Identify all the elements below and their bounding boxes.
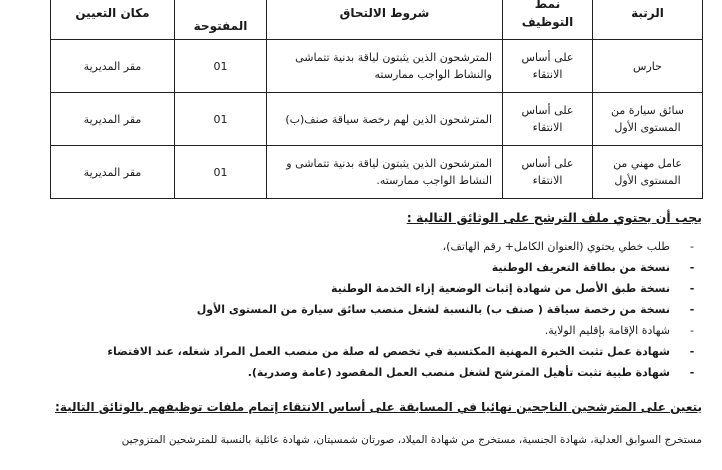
list-item (62, 341, 702, 362)
table-row (51, 93, 703, 146)
list-item (62, 278, 702, 299)
bullet-dash: - (690, 240, 694, 253)
documents-list (62, 236, 702, 383)
list-item-text: شهادة الإقامة بإقليم الولاية. (544, 324, 670, 337)
list-item-text: شهادة طبية تثبت تأهيل المترشح لشغل منصب العمل المقصود (عامة وصدرية). (247, 366, 670, 379)
cell-place: مقر المديرية (51, 146, 175, 199)
list-item (62, 362, 702, 383)
list-item (62, 236, 702, 257)
cell-posts: 01 (175, 40, 267, 93)
cell-mode: على أساس الانتقاء (503, 93, 593, 146)
table-row (51, 146, 703, 199)
list-item-text: نسخة من بطاقة التعريف الوطنية (491, 261, 670, 274)
list-item-text: نسخة من رخصة سياقة ( صنف ب) بالنسبة لشغل منصب سائق سيارة من المستوى الأول (196, 303, 670, 316)
list-item (62, 299, 702, 320)
cell-rank: حارس (593, 40, 703, 93)
bullet-dash: - (689, 261, 695, 274)
header-mode: نمط التوظيف (503, 0, 593, 40)
header-posts: المفتوحة (175, 0, 267, 40)
list-item-text: نسخة طبق الأصل من شهادة إثبات الوضعية إزاء الخدمة الوطنية (331, 282, 670, 295)
cell-conditions: المترشحون الذين يثبتون لياقة بدنية تتماشى و النشاط الواجب ممارسته. (267, 146, 503, 199)
table-header-row (51, 0, 703, 40)
bullet-dash: - (689, 303, 695, 316)
cell-mode: على أساس الانتقاء (503, 146, 593, 199)
successful-candidates-documents: مستخرج السوابق العدلية، شهادة الجنسية، مستخرج من شهادة الميلاد، صورتان شمسيتان، شهادة عائلية بالنسبة للمترشحين المتزوجين (121, 434, 702, 446)
list-item-text: شهادة عمل تثبت الخبرة المهنية المكتسبة في تخصص له صلة من منصب العمل المراد شغله، عند الاقتضاء (107, 345, 670, 358)
recruitment-table (50, 0, 703, 199)
cell-conditions: المترشحون الذين يثبتون لياقة بدنية تتماشى والنشاط الواجب ممارسته (267, 40, 503, 93)
header-conditions: شروط الالتحاق (267, 0, 503, 40)
documents-heading: يجب أن يحتوي ملف الترشح على الوثائق التالية : (406, 210, 702, 225)
header-rank: الرتبة (593, 0, 703, 40)
cell-place: مقر المديرية (51, 93, 175, 146)
bullet-dash: - (690, 324, 694, 337)
bullet-dash: - (689, 345, 695, 358)
cell-mode: على أساس الانتقاء (503, 40, 593, 93)
cell-posts: 01 (175, 146, 267, 199)
list-item (62, 320, 702, 341)
cell-posts: 01 (175, 93, 267, 146)
successful-candidates-heading: يتعين على المترشحين الناجحين نهائيا في المسابقة على أساس الانتقاء إتمام ملفات توظيفهم بالوثائق التالية: (55, 400, 702, 414)
bullet-dash: - (689, 282, 695, 295)
bullet-dash: - (689, 366, 695, 379)
header-place: مكان التعيين (51, 0, 175, 40)
cell-rank: سائق سيارة من المستوى الأول (593, 93, 703, 146)
table-row (51, 40, 703, 93)
list-item-text: طلب خطي يحتوي (العنوان الكامل+ رقم الهاتف)، (442, 240, 670, 253)
cell-rank: عامل مهني من المستوى الأول (593, 146, 703, 199)
list-item (62, 257, 702, 278)
cell-conditions: المترشحون الذين لهم رخصة سياقة صنف(ب) (267, 93, 503, 146)
cell-place: مقر المديرية (51, 40, 175, 93)
